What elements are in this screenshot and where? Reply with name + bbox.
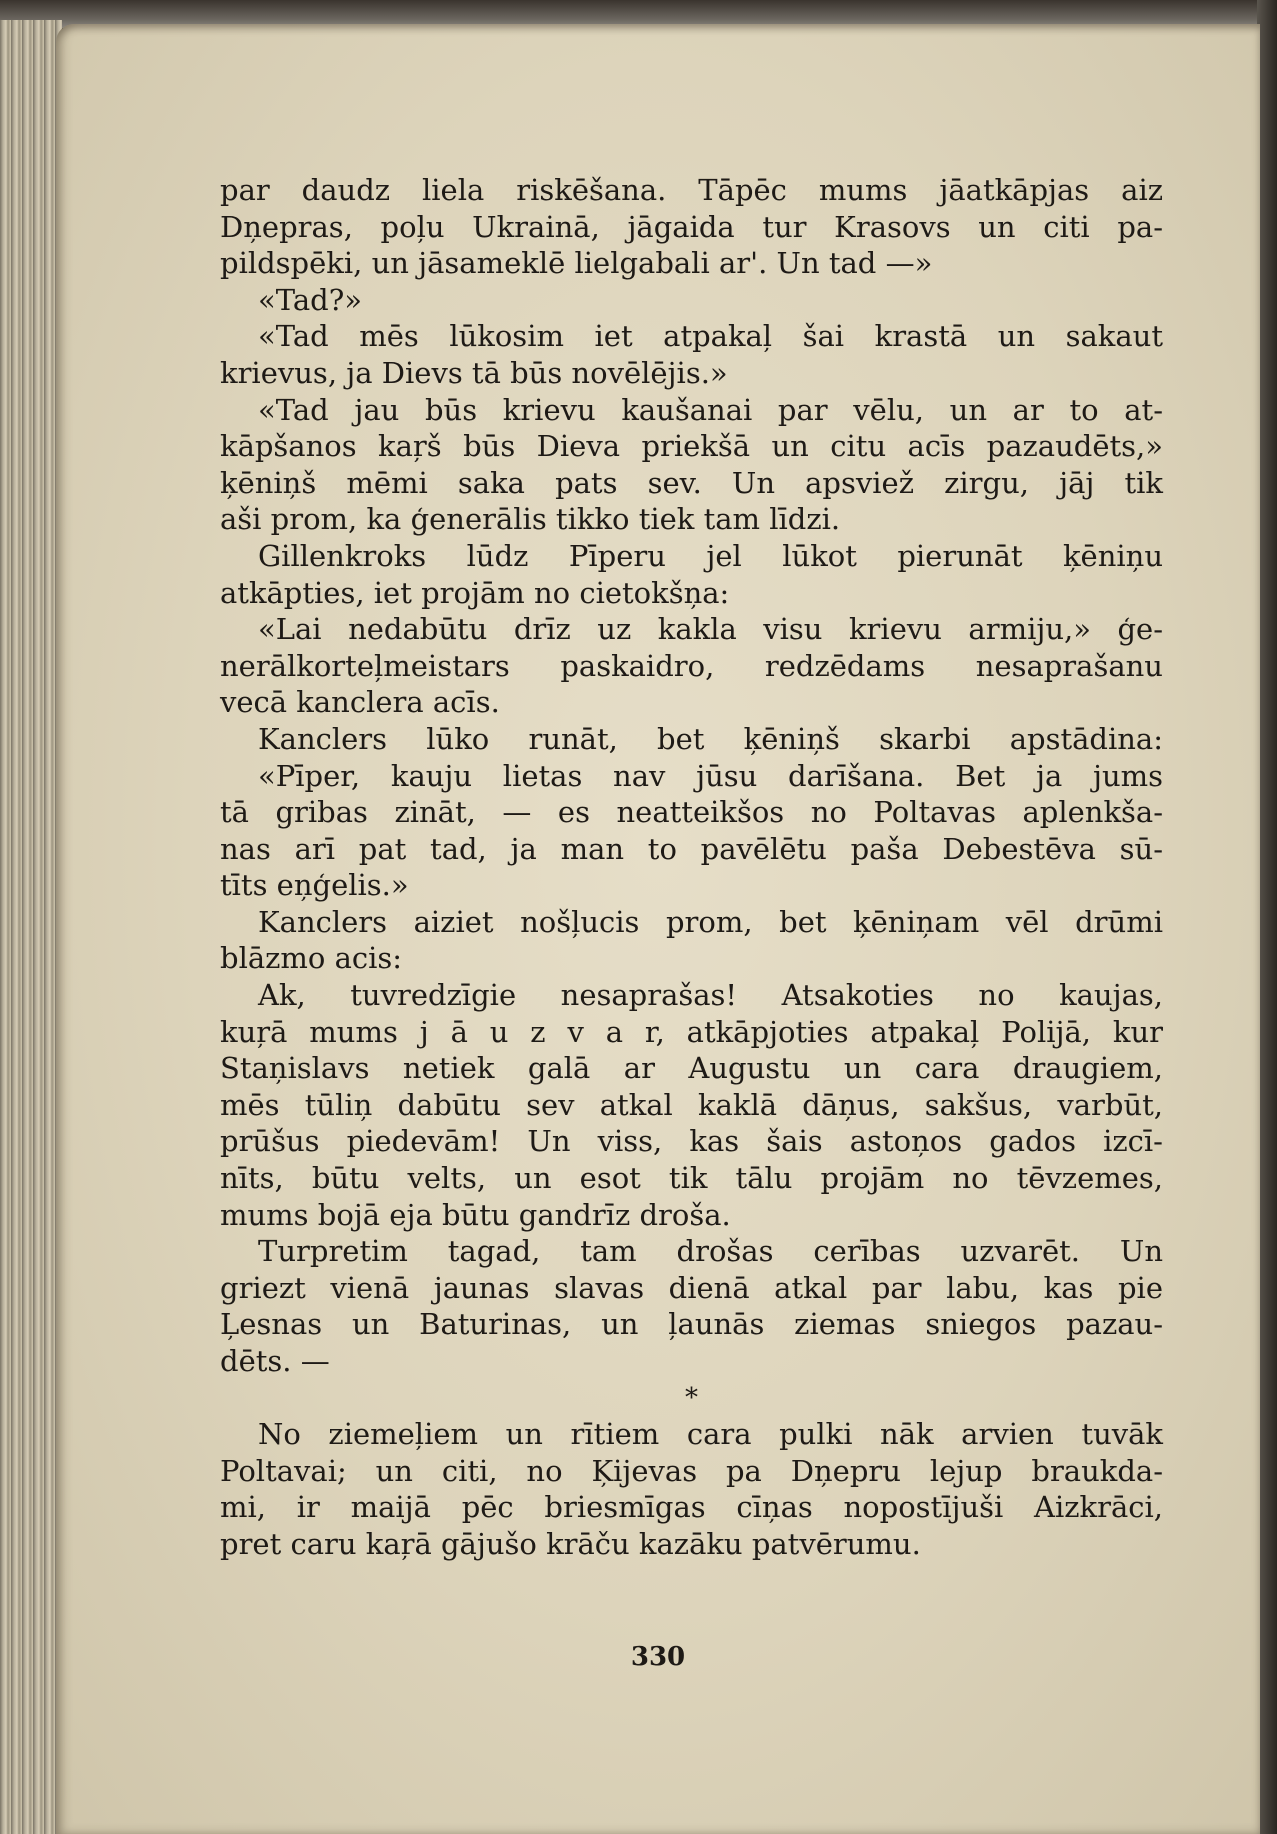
text-line: aši prom, ka ģenerālis tikko tiek tam līdzi.	[220, 502, 841, 537]
text-line: Gillenkroks lūdz Pīperu jel lūkot pierunāt ķēniņu	[258, 538, 1163, 573]
text-line: tā gribas zināt, — es neatteikšos no Poltavas aplenkša-	[220, 795, 1163, 830]
page-stack-edges	[0, 20, 62, 1834]
text-line: Turpretim tagad, tam drošas cerības uzvarēt. Un	[258, 1234, 1163, 1269]
text-line: Kanclers aiziet nošļucis prom, bet ķēniņam vēl drūmi	[258, 904, 1163, 939]
text-line: par daudz liela riskēšana. Tāpēc mums jāatkāpjas aiz	[220, 173, 1163, 207]
text-line: mēs tūliņ dabūtu sev atkal kaklā dāņus, sakšus, varbūt,	[220, 1087, 1163, 1122]
text-line: pret caru kaŗā gājušo krāču kazāku patvērumu.	[220, 1526, 921, 1561]
page-number: 330	[630, 1642, 686, 1672]
text-line: «Tad jau būs krievu kaušanai par vēlu, un ar to at-	[258, 392, 1163, 427]
text-line: mi, ir maijā pēc briesmīgas cīņas nopostījuši Aizkrāci,	[220, 1490, 1163, 1525]
text-line: krievus, ja Dievs tā būs novēlējis.»	[220, 355, 728, 390]
text-line: No ziemeļiem un rītiem cara pulki nāk arvien tuvāk	[258, 1417, 1163, 1452]
text-line: nerālkorteļmeistars paskaidro, redzēdams nesaprašanu	[220, 648, 1163, 683]
text-line: «Lai nedabūtu drīz uz kakla visu krievu armiju,» ģe-	[258, 612, 1163, 647]
text-line: Staņislavs netiek galā ar Augustu un cara draugiem,	[220, 1051, 1163, 1086]
text-line: «Tad mēs lūkosim iet atpakaļ šai krastā un sakaut	[258, 319, 1163, 354]
text-line: nas arī pat tad, ja man to pavēlētu paša Debestēva sū-	[220, 831, 1163, 866]
text-line: Dņepras, poļu Ukrainā, jāgaida tur Krasovs un citi pa-	[220, 209, 1163, 244]
text-line: kāpšanos kaŗš būs Dieva priekšā un citu acīs pazaudēts,»	[220, 429, 1163, 464]
text-line: prūšus piedevām! Un viss, kas šais astoņos gados izcī-	[220, 1124, 1163, 1159]
text-line: nīts, būtu velts, un esot tik tālu projām no tēvzemes,	[220, 1161, 1163, 1196]
text-line: Kanclers lūko runāt, bet ķēniņš skarbi apstādina:	[258, 721, 1163, 756]
text-line: Poltavai; un citi, no Ķijevas pa Dņepru lejup braukda-	[220, 1453, 1163, 1488]
book-gutter	[1257, 0, 1277, 1834]
text-line: pildspēki, un jāsameklē lielgabali ar'. Un tad —»	[220, 246, 933, 281]
book-page	[56, 24, 1260, 1834]
text-line: vecā kanclera acīs.	[220, 685, 500, 720]
text-line: blāzmo acis:	[220, 941, 403, 976]
text-line: Ak, tuvredzīgie nesaprašas! Atsakoties no kaujas,	[258, 978, 1163, 1013]
text-line: atkāpties, iet projām no cietokšņa:	[220, 575, 730, 610]
text-line: kuŗā mums j ā u z v a r, atkāpjoties atpakaļ Polijā, kur	[220, 1014, 1163, 1049]
text-line: Ļesnas un Baturinas, un ļaunās ziemas sniegos pazau-	[220, 1307, 1163, 1342]
text-line: dēts. —	[220, 1344, 330, 1378]
text-line: griezt vienā jaunas slavas dienā atkal par labu, kas pie	[220, 1270, 1163, 1305]
text-line: mums bojā eja būtu gandrīz droša.	[220, 1197, 731, 1232]
text-line: tīts eņģelis.»	[220, 868, 409, 903]
text-line: ķēniņš mēmi saka pats sev. Un apsviež zirgu, jāj tik	[220, 465, 1163, 500]
text-line: «Pīper, kauju lietas nav jūsu darīšana. Bet ja jums	[258, 758, 1163, 793]
section-separator: *	[685, 1382, 698, 1413]
body-text	[220, 172, 1163, 1563]
text-line: «Tad?»	[258, 282, 362, 317]
